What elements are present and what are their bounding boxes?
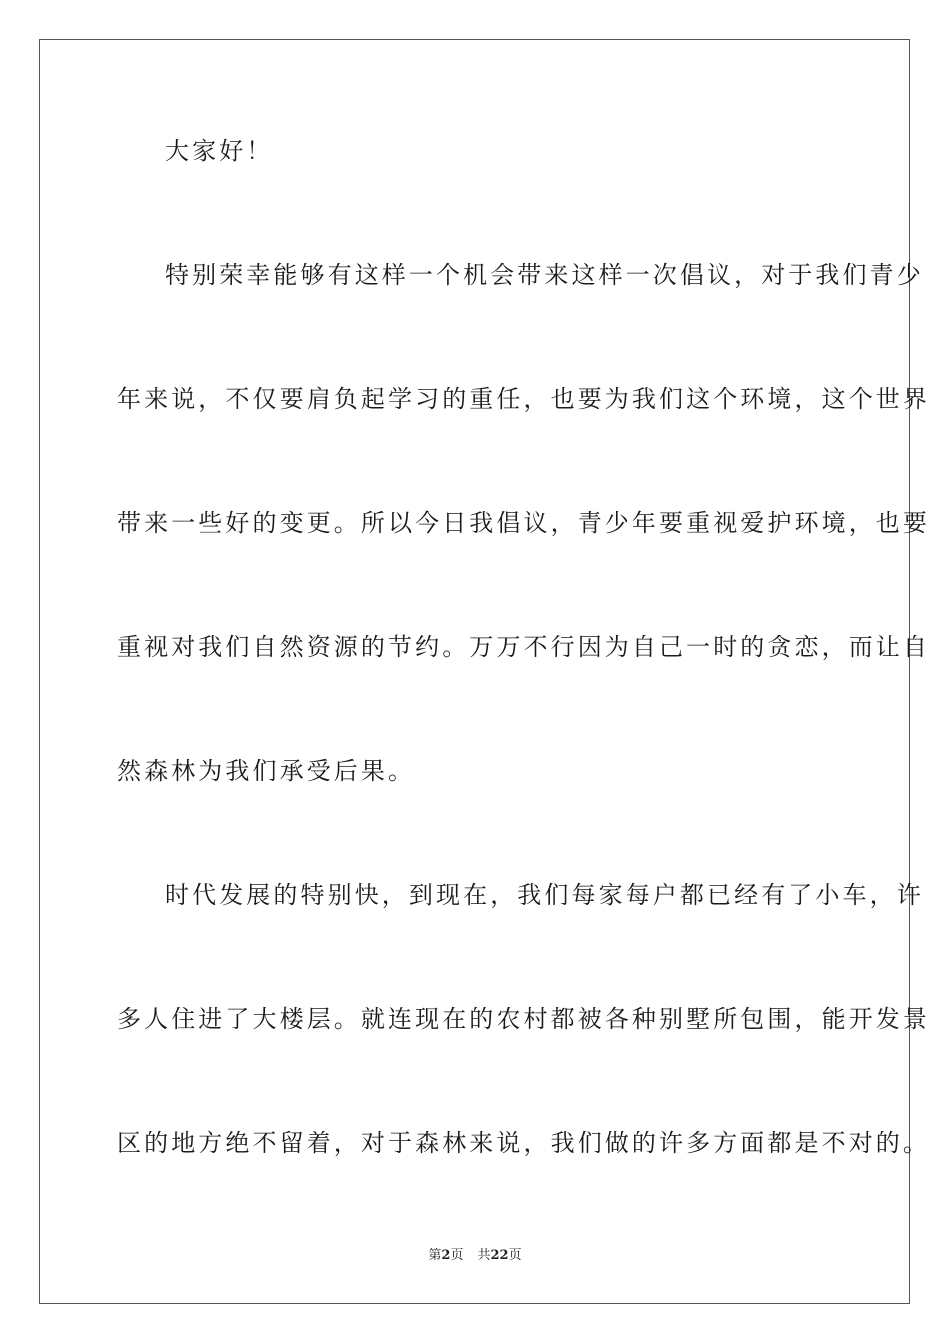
paragraph-1-line-5: 然森林为我们承受后果。 [117, 757, 416, 785]
page-label-prefix: 第 [428, 1248, 442, 1263]
page-footer [0, 1248, 950, 1264]
paragraph-1-line-4: 重视对我们自然资源的节约。万万不行因为自己一时的贪恋，而让自 [117, 633, 930, 661]
page-label-suffix: 页 [450, 1248, 464, 1263]
total-label-prefix: 共 [477, 1248, 491, 1263]
total-label-suffix: 页 [508, 1248, 522, 1263]
paragraph-1-line-1: 特别荣幸能够有这样一个机会带来这样一次倡议，对于我们青少 [165, 261, 924, 289]
paragraph-1-line-2: 年来说，不仅要肩负起学习的重任，也要为我们这个环境，这个世界 [117, 385, 930, 413]
paragraph-2-line-2: 多人住进了大楼层。就连现在的农村都被各种别墅所包围，能开发景 [117, 1005, 930, 1033]
paragraph-2-line-3: 区的地方绝不留着，对于森林来说，我们做的许多方面都是不对的。 [117, 1129, 930, 1157]
page-border [39, 39, 910, 1304]
total-page-count: 22 [490, 1248, 509, 1263]
greeting-line: 大家好！ [165, 137, 274, 165]
paragraph-2-line-1: 时代发展的特别快，到现在，我们每家每户都已经有了小车，许 [165, 881, 924, 909]
current-page-number: 2 [441, 1248, 451, 1263]
paragraph-1-line-3: 带来一些好的变更。所以今日我倡议，青少年要重视爱护环境，也要 [117, 509, 930, 537]
